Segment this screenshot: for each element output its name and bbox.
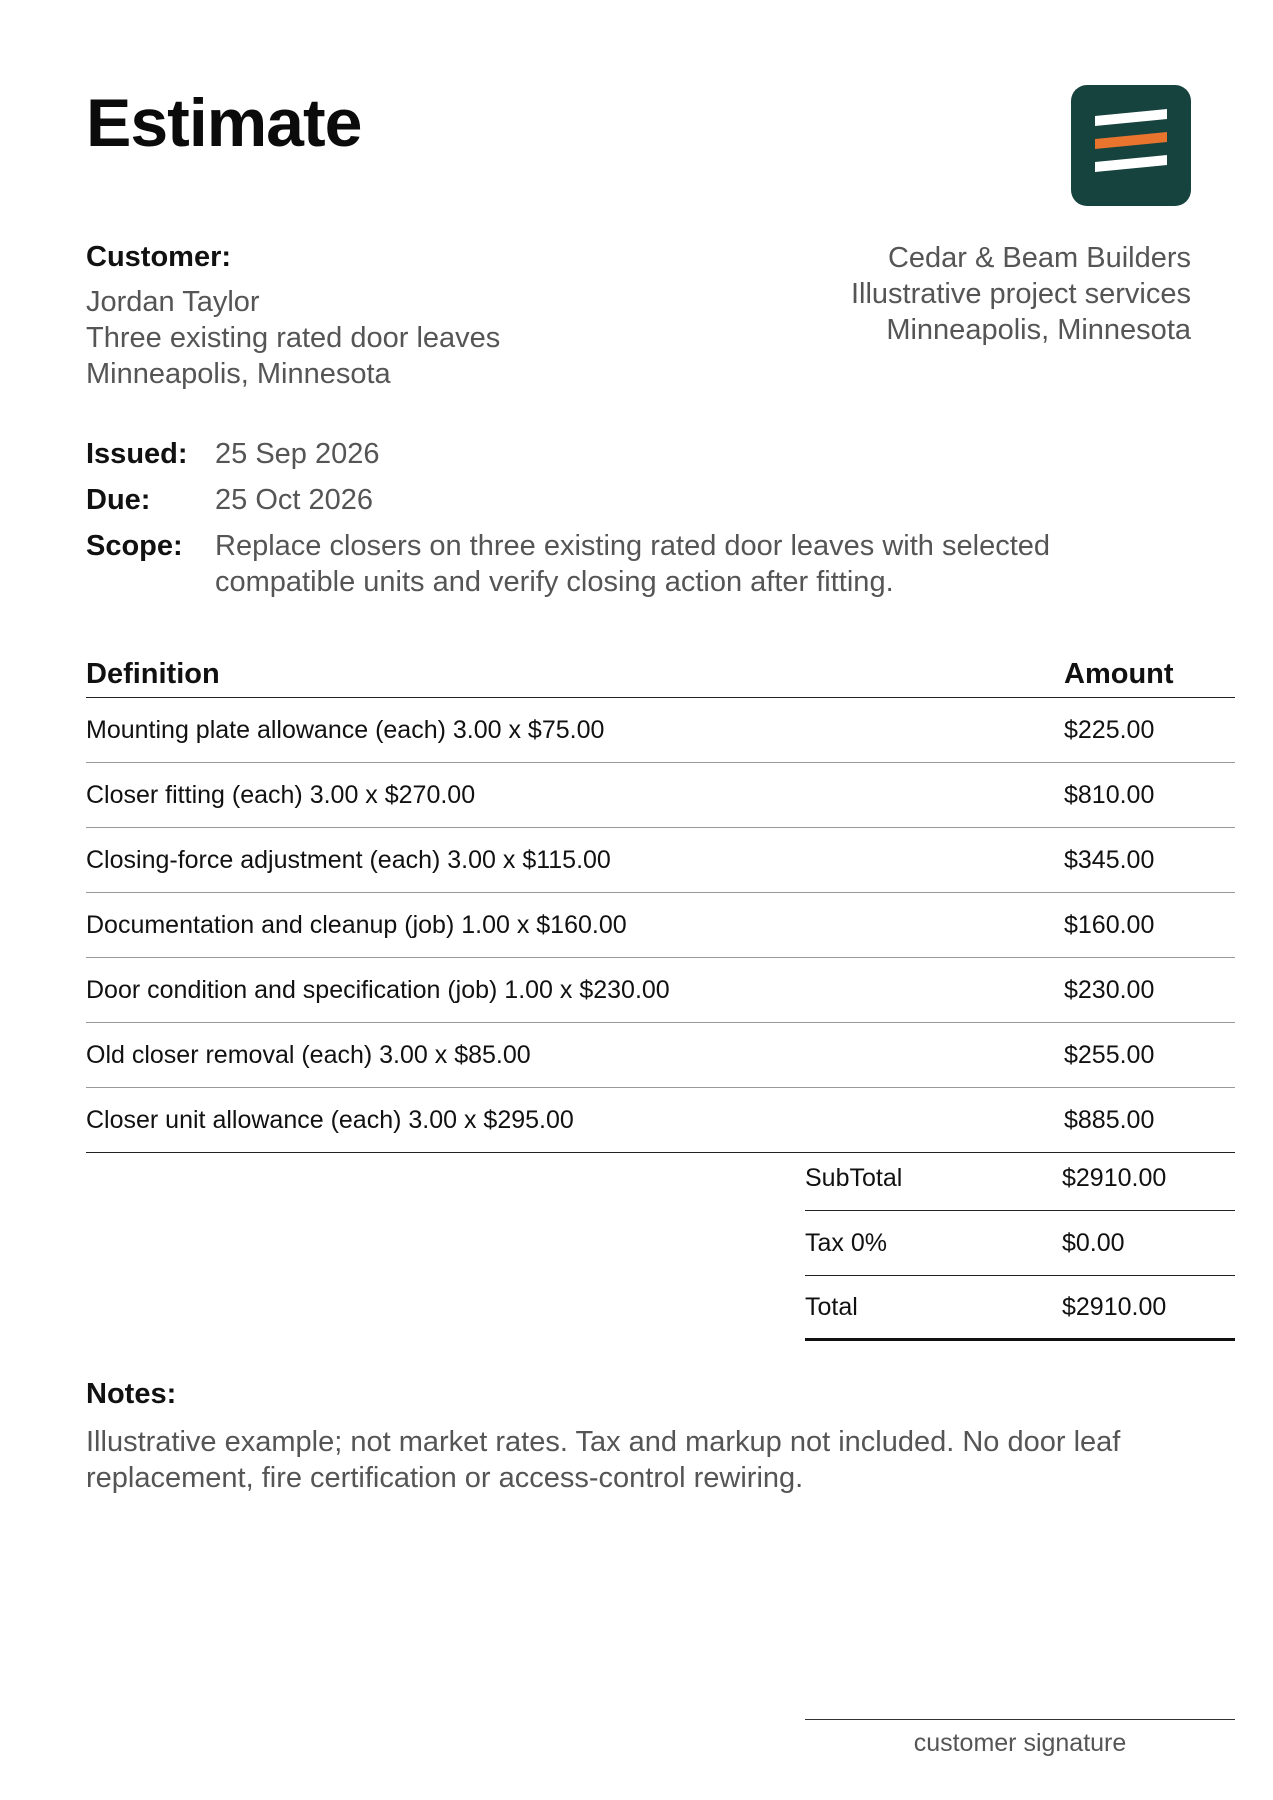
- table-row: [86, 1088, 1235, 1153]
- row-amount: $230.00: [1064, 975, 1155, 1004]
- tax-value: $0.00: [1062, 1228, 1125, 1257]
- company-block: [851, 240, 1191, 348]
- due-row: [86, 482, 1175, 518]
- company-tagline: Illustrative project services: [850, 278, 1191, 310]
- table-row: [86, 1023, 1235, 1088]
- issued-label: Issued:: [86, 438, 188, 470]
- subtotal-value: $2910.00: [1062, 1163, 1167, 1192]
- total-label: Total: [805, 1292, 858, 1321]
- amount-header: Amount: [1064, 658, 1174, 690]
- scope-row: [86, 528, 1175, 600]
- notes-label: Notes:: [86, 1378, 177, 1410]
- row-amount: $160.00: [1064, 910, 1155, 939]
- table-row: [86, 893, 1235, 958]
- estimate-meta: [86, 436, 1175, 610]
- row-definition: Documentation and cleanup (job) 1.00 x $160.00: [86, 910, 627, 939]
- issued-row: [86, 436, 1175, 472]
- table-row: [86, 698, 1235, 763]
- row-definition: Closing-force adjustment (each) 3.00 x $115.00: [86, 845, 611, 874]
- document-title: Estimate: [86, 85, 362, 161]
- customer-block: [86, 284, 500, 392]
- row-definition: Mounting plate allowance (each) 3.00 x $75.00: [86, 715, 605, 744]
- due-label: Due:: [86, 484, 151, 516]
- company-logo: [1071, 85, 1191, 206]
- row-definition: Closer fitting (each) 3.00 x $270.00: [86, 780, 476, 809]
- row-amount: $255.00: [1064, 1040, 1155, 1069]
- totals-block: [805, 1146, 1235, 1341]
- customer-project: Three existing rated door leaves: [86, 322, 501, 354]
- signature-line: [805, 1719, 1235, 1720]
- row-amount: $225.00: [1064, 715, 1155, 744]
- due-value: 25 Oct 2026: [215, 484, 373, 516]
- table-row: [86, 763, 1235, 828]
- table-header: [86, 652, 1235, 698]
- line-items-table: [86, 652, 1235, 1153]
- total-value: $2910.00: [1062, 1292, 1167, 1321]
- row-definition: Closer unit allowance (each) 3.00 x $295.00: [86, 1105, 574, 1134]
- tax-label: Tax 0%: [805, 1228, 887, 1257]
- table-row: [86, 828, 1235, 893]
- row-amount: $345.00: [1064, 845, 1155, 874]
- customer-name: Jordan Taylor: [86, 286, 260, 318]
- tax-row: [805, 1211, 1235, 1276]
- table-row: [86, 958, 1235, 1023]
- definition-header: Definition: [86, 658, 220, 690]
- issued-value: 25 Sep 2026: [215, 438, 380, 470]
- stacked-planks-icon: [1071, 85, 1191, 206]
- scope-label: Scope:: [86, 530, 183, 562]
- total-row: [805, 1276, 1235, 1341]
- subtotal-row: [805, 1146, 1235, 1211]
- row-definition: Door condition and specification (job) 1.00 x $230.00: [86, 975, 670, 1004]
- company-name: Cedar & Beam Builders: [887, 242, 1191, 274]
- customer-location: Minneapolis, Minnesota: [86, 358, 391, 390]
- customer-label: Customer:: [86, 241, 232, 273]
- subtotal-label: SubTotal: [805, 1163, 903, 1192]
- row-amount: $810.00: [1064, 780, 1155, 809]
- scope-value: Replace closers on three existing rated door leaves with selected compatible units and verify closing action after fitting.: [215, 530, 1051, 598]
- signature-label: customer signature: [913, 1729, 1127, 1757]
- company-location: Minneapolis, Minnesota: [886, 314, 1191, 346]
- notes-text: Illustrative example; not market rates. Tax and markup not included. No door leaf replacement, fire certification or access-control rewiring.: [86, 1426, 1121, 1494]
- row-definition: Old closer removal (each) 3.00 x $85.00: [86, 1040, 531, 1069]
- row-amount: $885.00: [1064, 1105, 1155, 1134]
